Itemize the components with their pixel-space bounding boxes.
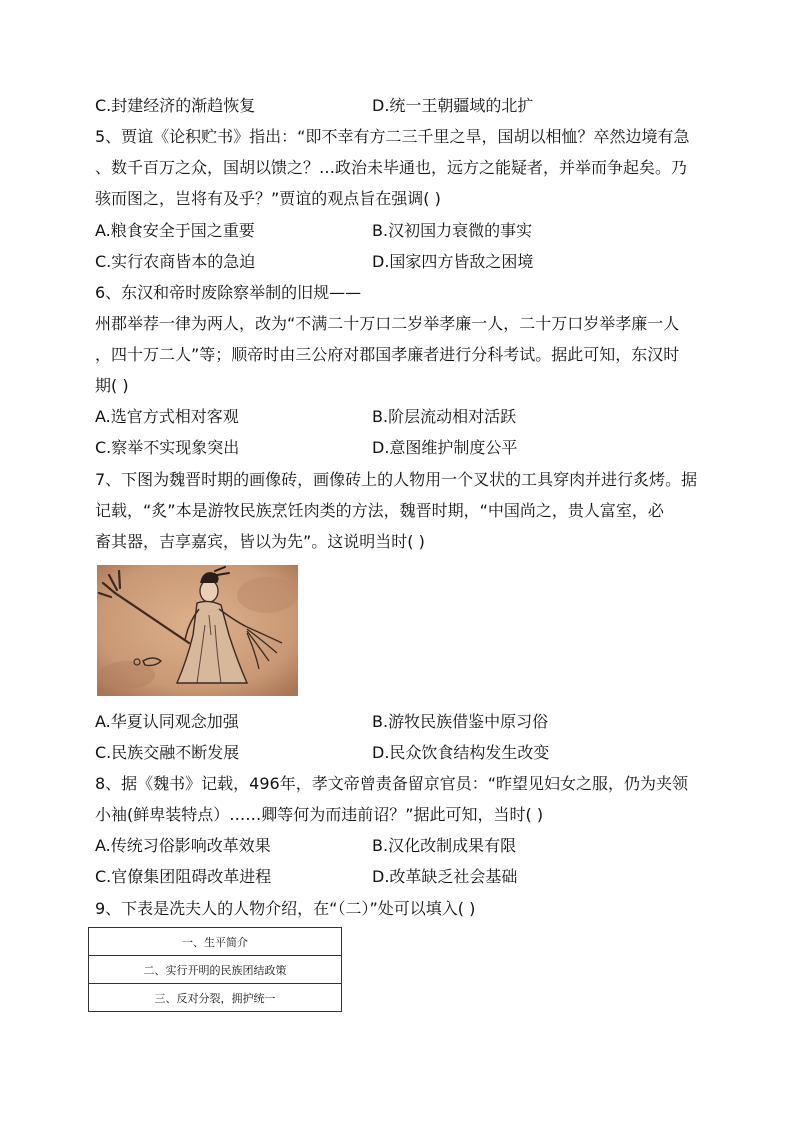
painted-brick-illustration [97,565,298,696]
q6-option-c: C.察举不实现象突出 [95,438,240,457]
q8-stem-line-2: 小袖(鲜卑装特点）……卿等何为而违前诏？”据此可知，当时( ) [95,805,544,824]
q7-option-c: C.民族交融不断发展 [95,743,240,762]
q4-option-d: D.统一王朝疆域的北扩 [372,96,534,115]
painted-brick-image [97,565,298,696]
q5-option-a: A.粮食安全于国之重要 [95,221,255,240]
q7-stem-line-3: 畜其器，吉享嘉宾，皆以为先”。这说明当时( ) [95,532,425,551]
q5-stem-line-1: 5、贾谊《论积贮书》指出：“即不幸有方二三千里之旱，国胡以相恤？卒然边境有急 [95,127,690,146]
q6-option-d: D.意图维护制度公平 [372,438,518,457]
q7-option-d: D.民众饮食结构发生改变 [372,743,550,762]
q7-option-b: B.游牧民族借鉴中原习俗 [372,712,549,731]
q6-stem-line-2: 州郡举荐一律为两人，改为“不满二十万口二岁举孝廉一人，二十万口岁举孝廉一人 [95,314,680,333]
q8-option-b: B.汉化改制成果有限 [372,836,517,855]
table-row [89,928,342,956]
q5-stem-line-2: 、数千百万之众，国胡以馈之？…政治未毕通也，远方之能疑者，并举而争起矣。乃 [95,158,688,177]
q8-option-d: D.改革缺乏社会基础 [372,867,518,886]
q7-stem-line-1: 7、下图为魏晋时期的画像砖，画像砖上的人物用一个叉状的工具穿肉并进行炙烤。据 [95,470,698,489]
table-cell: 三、反对分裂，拥护统一 [89,984,342,1012]
q8-stem-line-1: 8、据《魏书》记载，496年，孝文帝曾责备留京官员：“昨望见妇女之服，仍为夹领 [95,774,689,793]
table-row [89,984,342,1012]
table-row [89,956,342,984]
q6-stem-line-3: ，四十万二人”等；顺帝时由三公府对郡国孝廉者进行分科考试。据此可知，东汉时 [95,345,680,364]
q6-option-a: A.选官方式相对客观 [95,407,239,426]
q6-stem-line-4: 期( ) [95,376,129,395]
table-cell: 一、生平简介 [89,928,342,956]
q6-option-b: B.阶层流动相对活跃 [372,407,517,426]
q4-option-c: C.封建经济的渐趋恢复 [95,96,256,115]
table-cell: 二、实行开明的民族团结政策 [89,956,342,984]
q5-option-c: C.实行农商皆本的急迫 [95,252,256,271]
q5-stem-line-3: 骇而图之，岂将有及乎？”贾谊的观点旨在强调( ) [95,189,441,208]
q8-option-a: A.传统习俗影响改革效果 [95,836,271,855]
q8-option-c: C.官僚集团阻碍改革进程 [95,867,272,886]
q5-option-b: B.汉初国力衰微的事实 [372,221,533,240]
q5-option-d: D.国家四方皆敌之困境 [372,252,534,271]
q9-stem-line-1: 9、下表是冼夫人的人物介绍，在“（二）”处可以填入( ) [95,899,476,918]
q7-option-a: A.华夏认同观念加强 [95,712,239,731]
q7-stem-line-2: 记载，“炙”本是游牧民族烹饪肉类的方法，魏晋时期，“中国尚之，贵人富室，必 [95,501,664,520]
figure-intro-table [88,927,342,1012]
q6-stem-line-1: 6、东汉和帝时废除察举制的旧规—— [95,283,362,302]
